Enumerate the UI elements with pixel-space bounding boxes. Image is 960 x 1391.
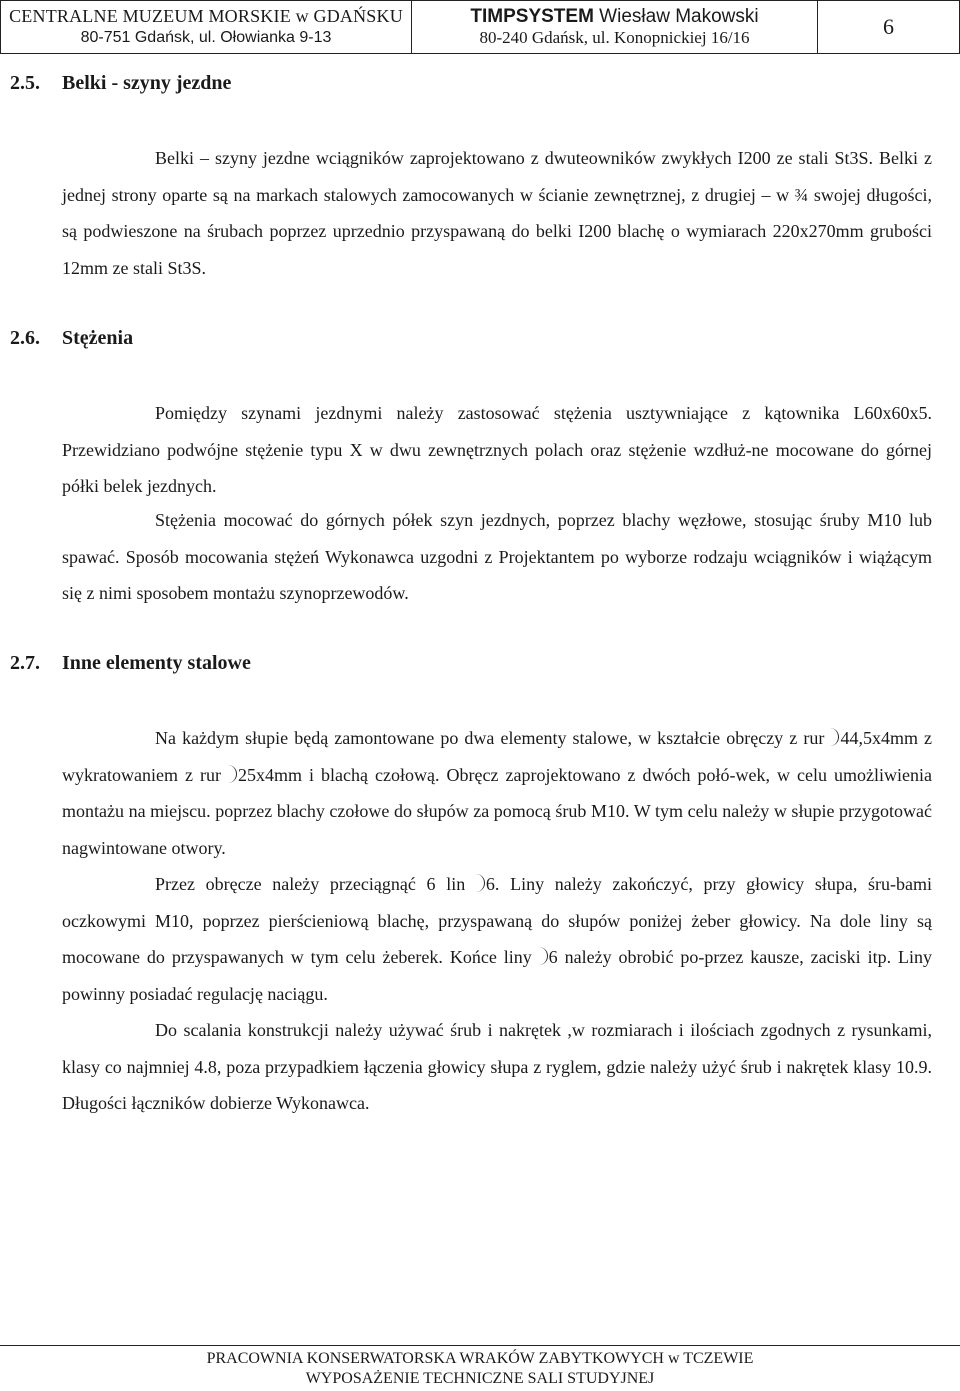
diameter-symbol-icon: [830, 728, 839, 746]
page-footer: [0, 1349, 960, 1389]
header-table: [0, 0, 960, 54]
paragraph-text: 6 należy obrobić po-przez kausze, zaciski itp. Liny powinny posiadać regulację naciągu.: [62, 947, 932, 1004]
diameter-symbol-icon: [539, 947, 548, 965]
section-heading: [10, 327, 133, 350]
paragraph-text: 44,5x4mm z wykratowaniem z rur: [62, 728, 933, 785]
client-name: CENTRALNE MUZEUM MORSKIE w GDAŃSKU: [9, 6, 403, 26]
paragraph-text: 25x4mm i blachą czołową. Obręcz zaprojektowano z dwóch połó-wek, w celu umożliwienia montażu na miejscu. poprzez blachy czołowe do słupów za pomocą śrub M10. W tym celu należy w słupie przygotować nagwintowane otwory.: [62, 764, 933, 858]
section-heading: [10, 72, 231, 95]
diameter-symbol-icon: [228, 765, 237, 783]
paragraph: [62, 866, 932, 1012]
section-heading: [10, 652, 251, 675]
paragraph: [62, 1012, 932, 1122]
paragraph: [62, 140, 932, 286]
paragraph-text: Stężenia mocować do górnych półek szyn jezdnych, poprzez blachy węzłowe, stosując śruby M10 lub spawać. Sposób mocowania stężeń Wykonawca uzgodni z Projektantem po wyborze rodzaju wciągników i wiążącym się z nimi sposobem montażu szynoprzewodów.: [62, 510, 932, 603]
footer-line-1: PRACOWNIA KONSERWATORSKA WRAKÓW ZABYTKOWYCH w TCZEWIE: [206, 1350, 754, 1367]
paragraph: [62, 502, 932, 612]
paragraph-text: Przez obręcze należy przeciągnąć 6 lin: [155, 874, 466, 894]
footer-divider: [0, 1345, 960, 1346]
diameter-symbol-icon: [476, 874, 485, 892]
page-number: 6: [818, 1, 960, 54]
paragraph: [62, 395, 932, 505]
paragraph-text: Do scalania konstrukcji należy używać śrub i nakrętek ,w rozmiarach i ilościach zgodnych z rysunkami, klasy co najmniej 4.8, poza przypadkiem łączenia głowicy słupa z ryglem, gdzie należy użyć śrub i nakrętek klasy 10.9. Długości łączników dobierze Wykonawca.: [62, 1020, 932, 1113]
header-client-cell: [1, 1, 412, 54]
paragraph: [62, 720, 932, 866]
paragraph-text: 6. Liny należy zakończyć, przy głowicy słupa, śru-bami oczkowymi M10, poprzez pierścieniową blachę, przyspawaną do słupów poniżej żeber głowicy. Na dole liny są mocowane do przyspawanych w tym celu żeberek. Końce liny: [62, 874, 933, 967]
paragraph-text: Pomiędzy szynami jezdnymi należy zastosować stężenia usztywniające z kątownika L60x60x5. Przewidziano podwójne stężenie typu X w dwu zewnętrznych polach oraz stężenie wzdłuż-ne mocowane do górnej półki belek jezdnych.: [62, 403, 932, 496]
header-company-cell: [412, 1, 818, 54]
section-number: 2.7.: [10, 652, 40, 674]
page-header: [0, 0, 960, 54]
section-title: Stężenia: [62, 327, 134, 349]
client-address: 80-751 Gdańsk, ul. Ołowianka 9-13: [80, 29, 332, 46]
company-address: 80-240 Gdańsk, ul. Konopnickiej 16/16: [479, 28, 750, 47]
section-number: 2.5.: [10, 72, 40, 94]
company-name: [412, 6, 817, 27]
footer-line-2: WYPOSAŻENIE TECHNICZNE SALI STUDYJNEJ: [305, 1370, 655, 1387]
company-owner: Wiesław Makowski: [593, 6, 759, 27]
company-bold: TIMPSYSTEM: [470, 6, 594, 27]
section-number: 2.6.: [10, 327, 40, 349]
section-title: Inne elementy stalowe: [62, 652, 251, 674]
paragraph-text: Belki – szyny jezdne wciągników zaprojektowano z dwuteowników zwykłych I200 ze stali St3S. Belki z jednej strony oparte są na markach stalowych zamocowanych w ścianie zewnętrznej, z drugiej – w ¾ swojej długości, są podwieszone na śrubach poprzez uprzednio przyspawaną do belki I200 blachę o wymiarach 220x270mm grubości 12mm ze stali St3S.: [62, 148, 932, 278]
paragraph-text: Na każdym słupie będą zamontowane po dwa elementy stalowe, w kształcie obręczy z rur: [155, 728, 825, 748]
section-title: Belki - szyny jezdne: [62, 72, 232, 94]
